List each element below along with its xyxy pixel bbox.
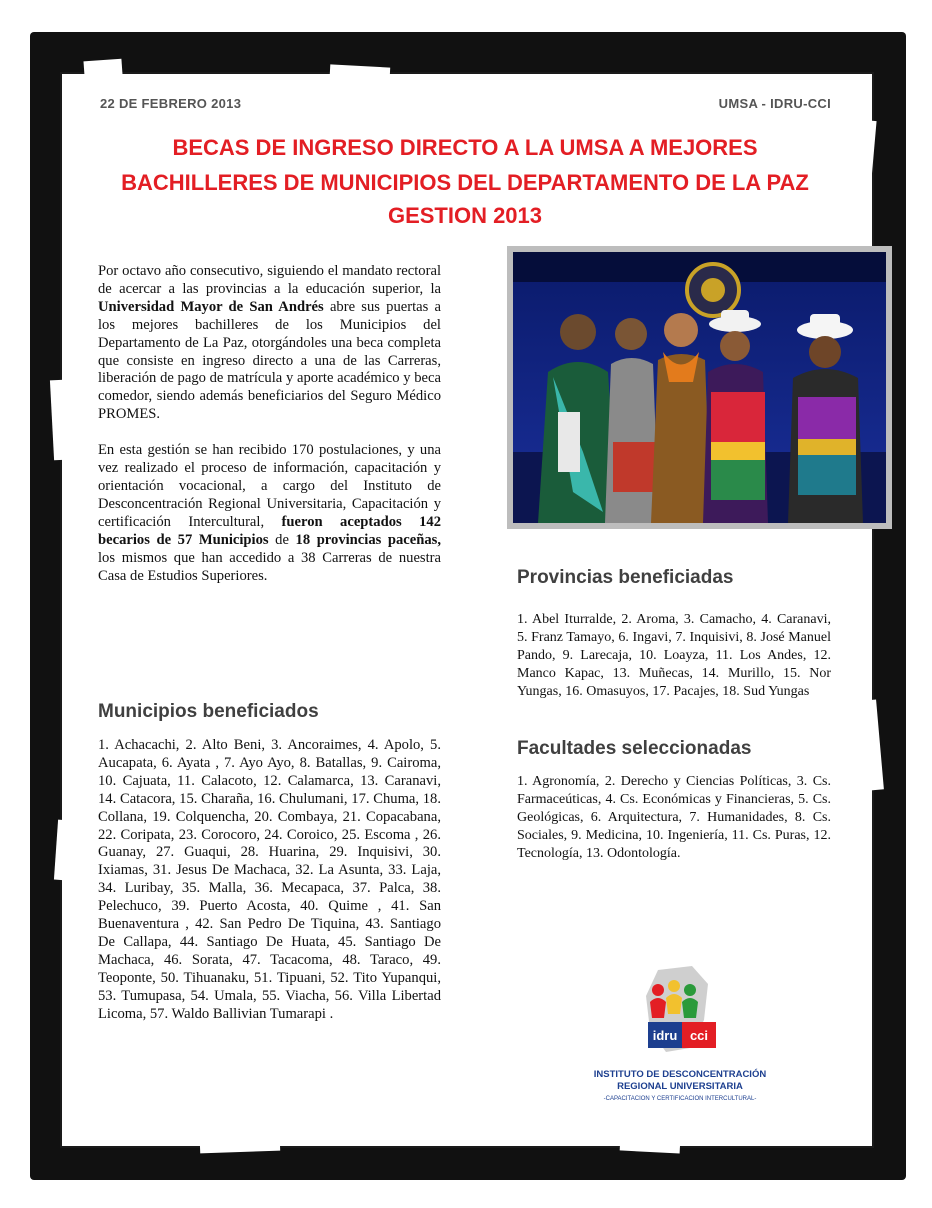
title-line-1: BECAS DE INGRESO DIRECTO A LA UMSA A MEJORES	[172, 135, 758, 160]
logo-line-3: -CAPACITACION Y CERTIFICACION INTERCULTURAL-	[603, 1096, 757, 1102]
intro-p2-text-c: los mismos que han accedido a 38 Carreras de nuestra Casa de Estudios Superiores.	[98, 549, 441, 584]
logo-mark-cci: cci	[689, 1028, 709, 1043]
intro-p2-text-a: En esta gestión se han recibido 170 postulaciones, y una vez realizado el proceso de información, capacitación y orientación vocacional, a cargo del Instituto de Desconcentración Regional Universitaria, Capacitación y certificación Intercultural,	[98, 442, 441, 530]
header-date: 22 DE FEBRERO 2013	[100, 96, 242, 111]
intro-p2-provinces: 18 provincias paceñas,	[295, 531, 441, 548]
intro-text	[98, 263, 441, 585]
intro-p2-text-b: de	[268, 531, 296, 548]
group-photo	[507, 246, 892, 529]
intro-p1-text-b: abre sus puertas a los mejores bachilleres de los Municipios del Departamento de La Paz, otorgándoles una beca completa que consiste en ingreso directo a una de las Carreras, liberación de pago de matrícula y aporte académico y beca comedor, siendo además beneficiarios del Seguro Médico PROMES.	[98, 298, 441, 423]
header-organization: UMSA - IDRU-CCI	[718, 96, 831, 111]
intro-p1-text-a: Por octavo año consecutivo, siguiendo el mandato rectoral de acercar a las provincias a la educación superior, la	[98, 263, 441, 297]
group-photo-illustration	[513, 252, 886, 523]
logo-mark-idru: idru	[652, 1028, 678, 1043]
provincias-heading: Provincias beneficiadas	[517, 567, 734, 588]
idru-cci-logo	[580, 960, 780, 1110]
frame-edge-mark	[83, 59, 122, 78]
logo-line-1: INSTITUTO DE DESCONCENTRACIÓN	[593, 1069, 767, 1080]
logo-line-2: REGIONAL UNIVERSITARIA	[617, 1081, 743, 1092]
provincias-list: 1. Abel Iturralde, 2. Aroma, 3. Camacho, 4. Caranavi, 5. Franz Tamayo, 6. Ingavi, 7. Inquisivi, 8. José Manuel Pando, 9. Larecaja, 10. Loayza, 11. Los Andes, 12. Manco Kapac, 13. Muñecas, 14. Murillo, 15. Nor Yungas, 16. Omasuyos, 17. Pacajes, 18. Sud Yungas	[517, 612, 831, 699]
title-line-3: GESTION 2013	[387, 203, 543, 228]
facultades-list: 1. Agronomía, 2. Derecho y Ciencias Políticas, 3. Cs. Farmaceúticas, 4. Cs. Económicas y Financieras, 5. Cs. Geológicas, 6. Arquitectura, 7. Humanidades, 8. Cs. Sociales, 9. Medicina, 10. Ingeniería, 11. Cs. Puras, 12. Tecnología, 13. Odontología.	[517, 774, 831, 861]
intro-p1-university: Universidad Mayor de San Andrés	[98, 298, 324, 315]
intro-p2-accepted: fueron aceptados 142 becarios de 57 Municipios	[98, 513, 441, 548]
municipios-heading: Municipios beneficiados	[98, 701, 319, 722]
municipios-list: 1. Achacachi, 2. Alto Beni, 3. Ancoraimes, 4. Apolo, 5. Aucapata, 6. Ayata , 7. Ayo Ayo, 8. Batallas, 9. Cairoma, 10. Cajuata, 11. Calacoto, 12. Calamarca, 13. Caranavi, 14. Catacora, 15. Charaña, 16. Chulumani, 17. Chuma, 18. Collana, 19. Colquencha, 20. Combaya, 21. Copacabana, 22. Coripata, 23. Corocoro, 24. Coroico, 25. Escoma , 26. Guanay, 27. Guaqui, 28. Huarina, 29. Inquisivi, 30. Ixiamas, 31. Jesus De Machaca, 32. La Asunta, 33. Laja, 34. Luribay, 35. Malla, 36. Mecapaca, 37. Palca, 38. Pelechuco, 39. Puerto Acosta, 40. Quime , 41. San Buenaventura , 42. San Pedro De Tiquina, 43. Santiago De Callapa, 44. Santiago De Huata, 45. Santiago De Machaca, 46. Sorata, 47. Tacacoma, 48. Taraco, 49. Teoponte, 50. Tihuanaku, 51. Tipuani, 52. Tito Yupanqui, 53. Tumupasa, 54. Umala, 55. Viacha, 56. Villa Libertad Licoma, 57. Waldo Ballivian Tumarapi .	[98, 737, 441, 1022]
intro-paragraph-1	[98, 263, 441, 424]
idru-cci-logo-mark	[580, 960, 780, 1110]
facultades-heading: Facultades seleccionadas	[517, 738, 752, 759]
intro-paragraph-2	[98, 442, 441, 585]
title-line-2: BACHILLERES DE MUNICIPIOS DEL DEPARTAMENTO DE LA PAZ	[121, 170, 809, 195]
